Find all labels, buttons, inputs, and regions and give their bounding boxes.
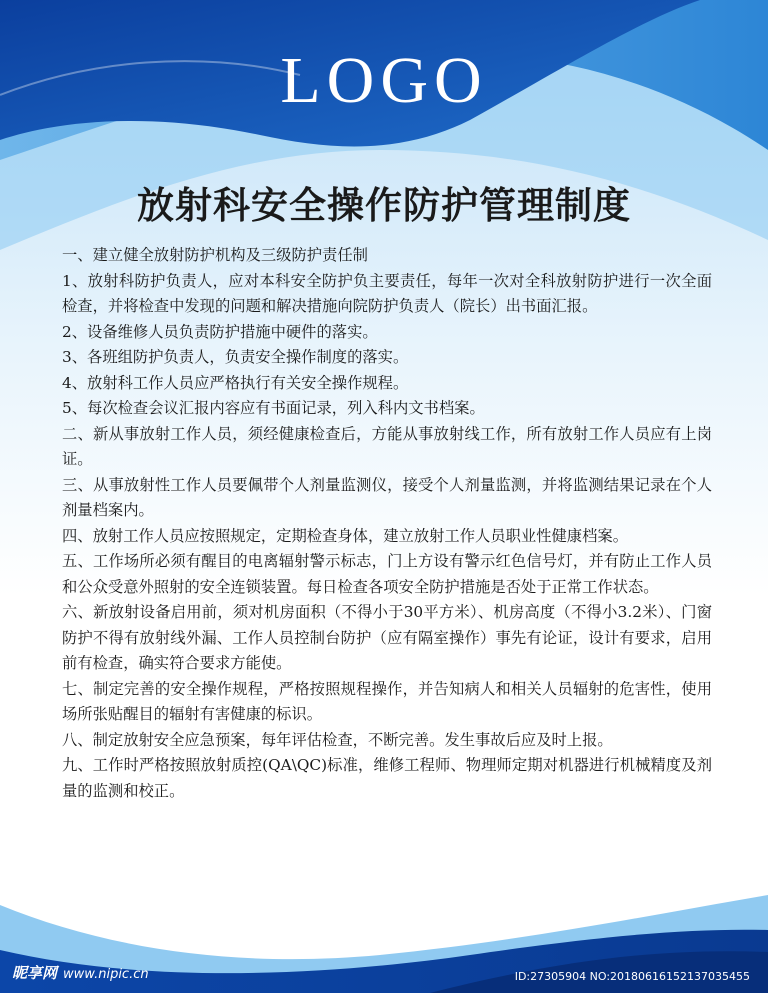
section-7: 七、制定完善的安全操作规程，严格按照规程操作，并告知病人和相关人员辐射的危害性，使用场所张贴醒目的辐射有害健康的标识。 — [62, 679, 712, 723]
watermark-brand-name: 昵享网 — [12, 964, 58, 982]
watermark-brand — [12, 962, 149, 983]
section-8: 八、制定放射安全应急预案，每年评估检查，不断完善。发生事故后应及时上报。 — [62, 730, 613, 749]
section-5: 五、工作场所必须有醒目的电离辐射警示标志，门上方设有警示红色信号灯，并有防止工作人员和公众受意外照射的安全连锁装置。每日检查各项安全防护措施是否处于正常工作状态。 — [62, 552, 712, 596]
clause-2: 2、设备维修人员负责防护措施中硬件的落实。 — [62, 322, 378, 341]
section-3: 三、从事放射性工作人员要佩带个人剂量监测仪，接受个人剂量监测，并将监测结果记录在个人剂量档案内。 — [62, 475, 712, 519]
watermark-id: ID:27305904 NO:20180616152137035455 — [514, 970, 750, 983]
section-2: 二、新从事放射工作人员，须经健康检查后，方能从事放射线工作，所有放射工作人员应有上岗证。 — [62, 424, 712, 468]
section-4: 四、放射工作人员应按照规定，定期检查身体，建立放射工作人员职业性健康档案。 — [62, 526, 628, 545]
clause-5: 5、每次检查会议汇报内容应有书面记录，列入科内文书档案。 — [62, 399, 485, 417]
section-9: 九、工作时严格按照放射质控(QA\QC)标准，维修工程师、物理师定期对机器进行机械精度及剂量的监测和校正。 — [62, 756, 712, 800]
clause-1: 1、放射科防护负责人，应对本科安全防护负主要责任，每年一次对全科放射防护进行一次全面检查，并将检查中发现的问题和解决措施向院防护负责人（院长）出书面汇报。 — [62, 271, 712, 315]
page-title: 放射科安全操作防护管理制度 — [137, 184, 631, 227]
section-heading-1: 一、建立健全放射防护机构及三级防护责任制 — [62, 246, 368, 264]
clause-3: 3、各班组防护负责人，负责安全操作制度的落实。 — [62, 348, 409, 366]
logo: LOGO — [280, 44, 488, 117]
clause-4: 4、放射科工作人员应严格执行有关安全操作规程。 — [62, 373, 409, 392]
watermark-url: www.nipic.cn — [63, 967, 149, 982]
regulation-body — [62, 243, 712, 804]
section-6: 六、新放射设备启用前，须对机房面积（不得小于30平方米）、机房高度（不得小3.2米）、门窗防护不得有放射线外漏、工作人员控制台防护（应有隔室操作）事先有论证，设计有要求，启用前有检查，确实符合要求方能使。 — [62, 603, 712, 672]
